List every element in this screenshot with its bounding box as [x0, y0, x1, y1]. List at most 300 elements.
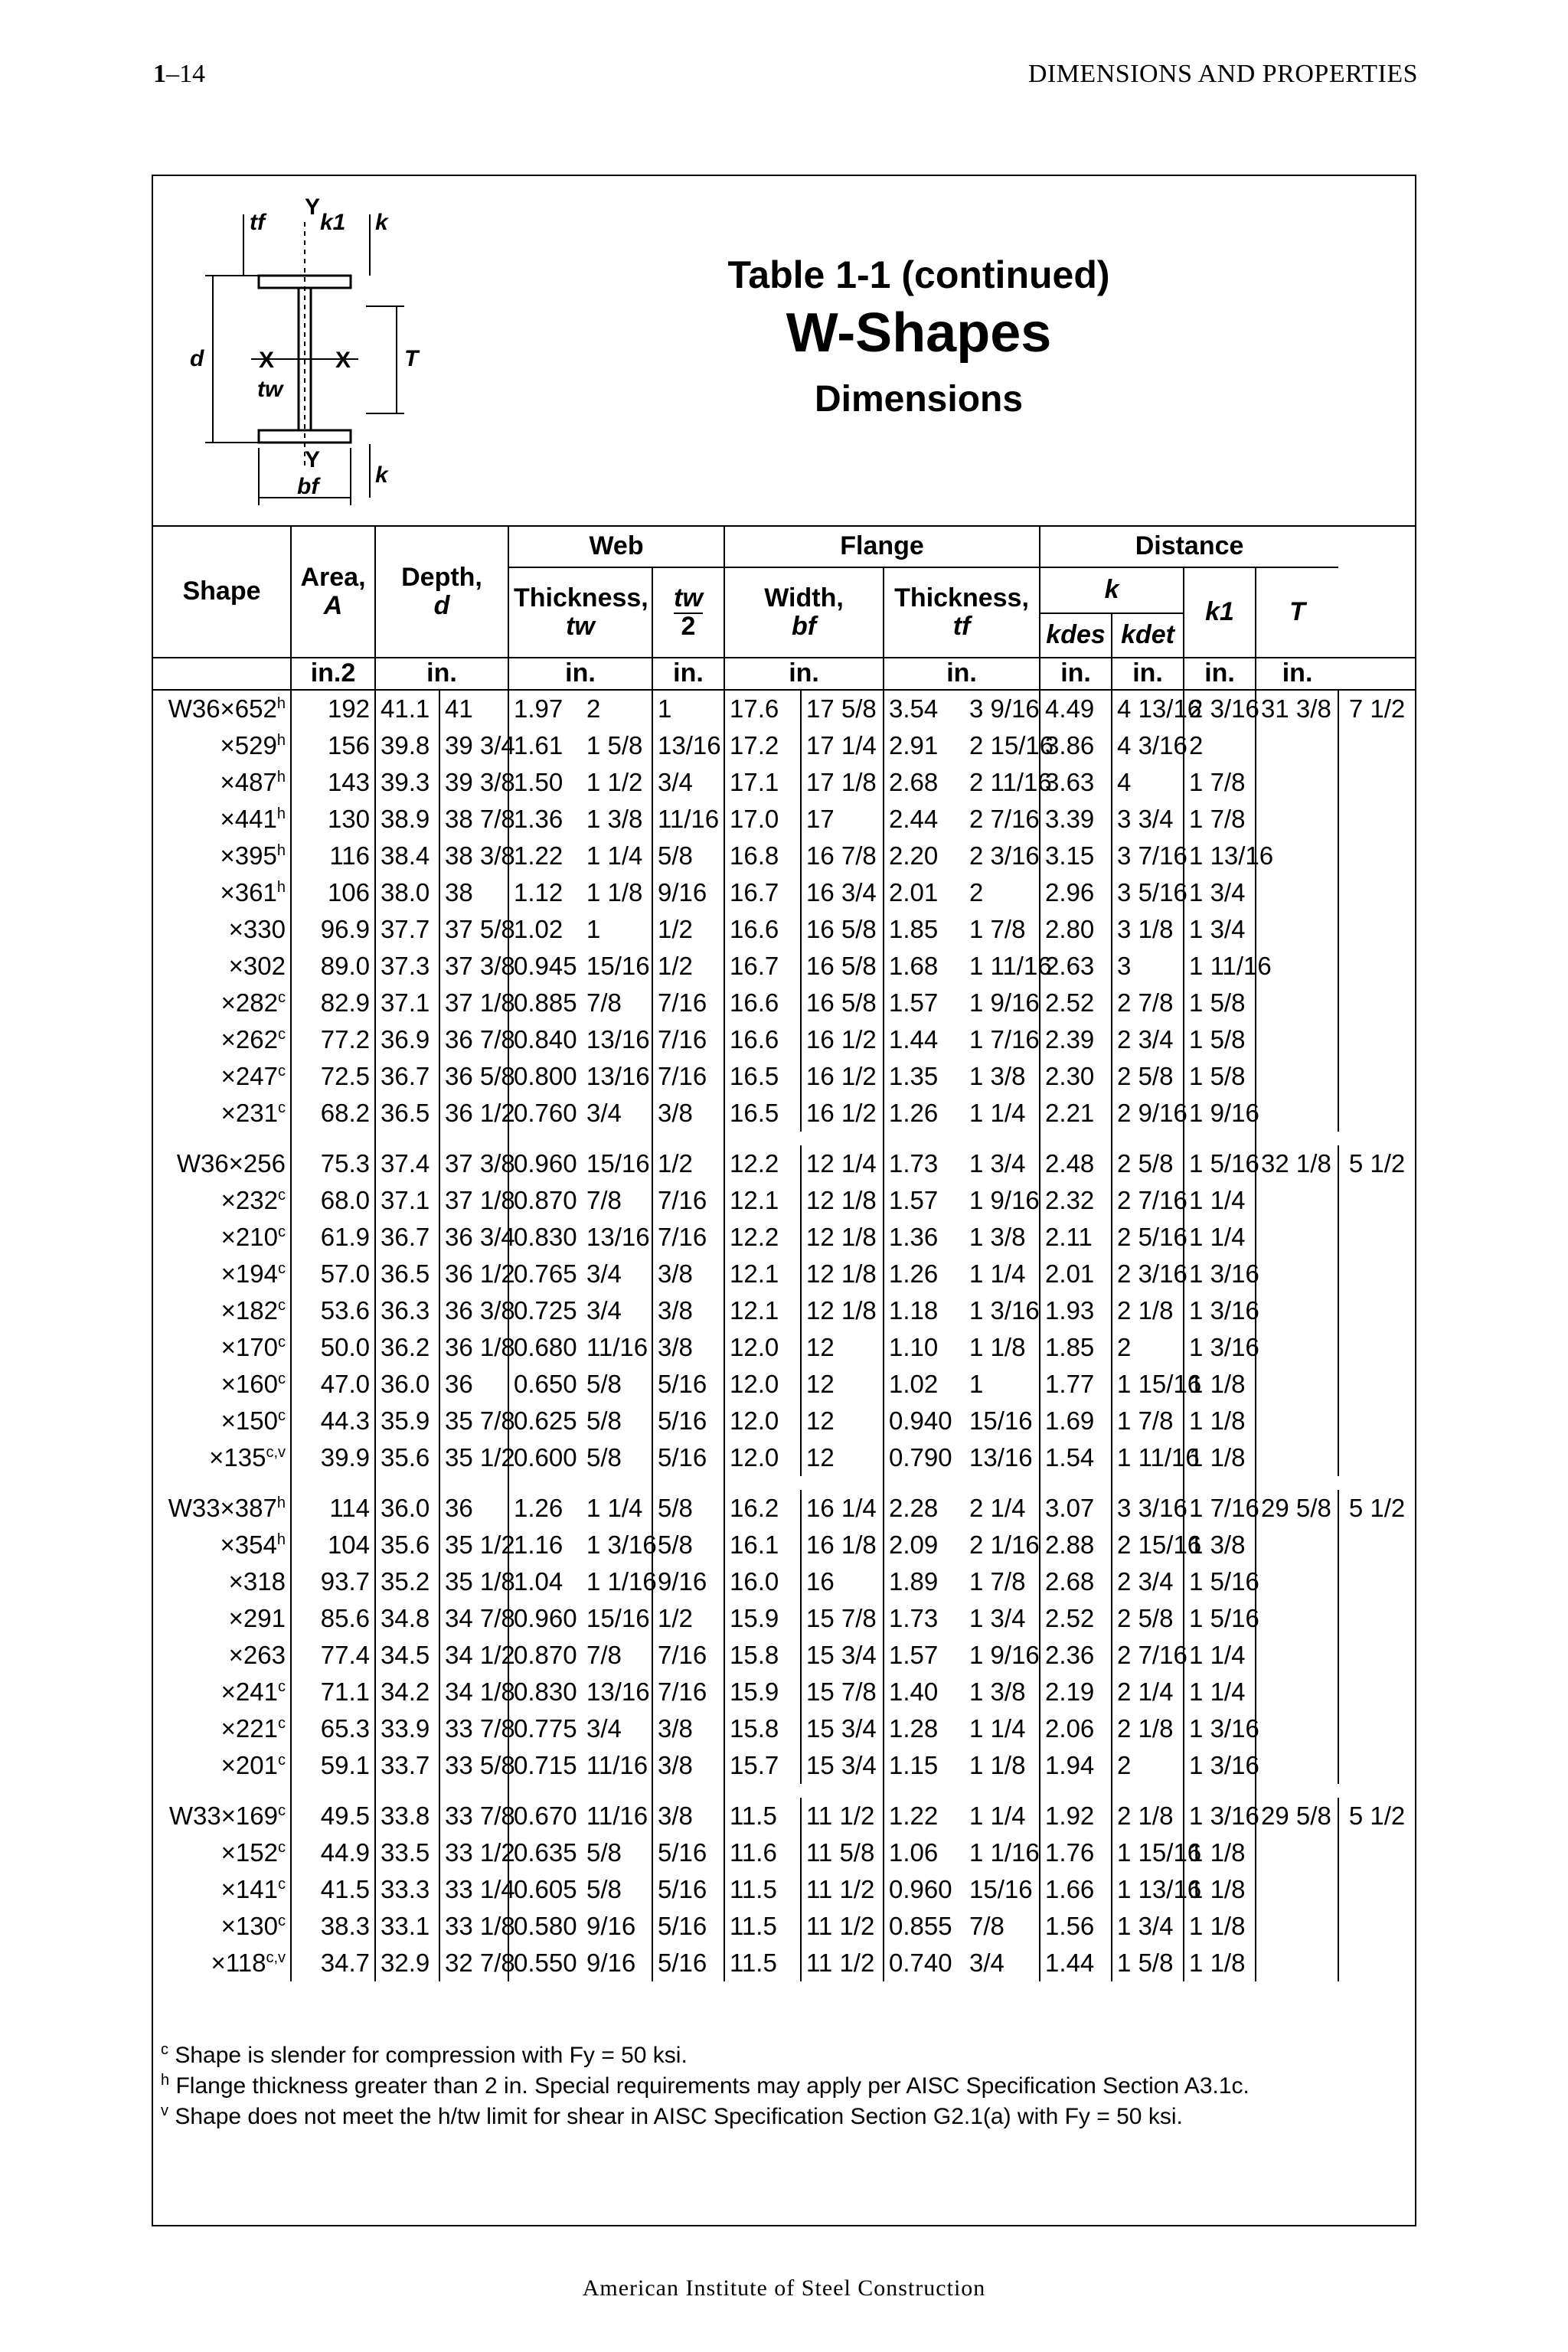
footnote-h: $^h$ Flange thickness greater than 2 in. Special requirements may apply per AISC Specification Section A3.1c. — [161, 2072, 1250, 2099]
web-thickness-decimal: 1.50 — [508, 764, 582, 801]
kdet-value: 4 13/16 — [1112, 690, 1184, 727]
flange-thickness-decimal: 0.960 — [884, 1871, 965, 1908]
k1-value: 1 1/4 — [1184, 1182, 1256, 1219]
kdet-value: 4 3/16 — [1112, 727, 1184, 764]
k1-value: 1 1/8 — [1184, 1908, 1256, 1945]
k1-value: 1 5/8 — [1184, 1058, 1256, 1095]
depth-fraction: 39 3/4 — [439, 727, 508, 764]
flange-thickness-decimal: 2.68 — [884, 764, 965, 801]
flange-width-decimal: 16.2 — [724, 1490, 801, 1527]
table-row — [153, 1834, 1415, 1871]
shape-designation: $\times 118^{c,v}$ — [211, 1949, 286, 1977]
shape-designation: $\times 282^c$ — [220, 988, 286, 1017]
flange-width-decimal: 12.2 — [724, 1219, 801, 1256]
col-k: k — [1040, 567, 1184, 613]
web-thickness-fraction: 1 3/8 — [586, 805, 643, 833]
k1-value: 1 1/8 — [1184, 1834, 1256, 1871]
depth-decimal: 37.3 — [375, 948, 439, 985]
flange-width-decimal: 16.7 — [724, 874, 801, 911]
depth-decimal: 36.0 — [375, 1490, 439, 1527]
kdes-value: 2.36 — [1040, 1637, 1112, 1674]
shape-designation: $\times 231^c$ — [220, 1099, 286, 1127]
flange-width-decimal: 11.5 — [724, 1945, 801, 1981]
depth-fraction: 33 7/8 — [439, 1798, 508, 1834]
web-thickness-decimal: 0.960 — [508, 1145, 582, 1182]
shape-designation: $\times 170^c$ — [220, 1333, 286, 1361]
flange-thickness-fraction: 1 1/4 — [969, 1714, 1026, 1743]
shape-designation: $\times 141^c$ — [220, 1875, 286, 1903]
table-subtitle: Dimensions — [814, 379, 1024, 420]
kdet-value: 2 7/8 — [1112, 985, 1184, 1021]
flange-width-decimal: 15.7 — [724, 1747, 801, 1784]
flange-width-decimal: 16.6 — [724, 911, 801, 948]
footnote-c: $^c$ Shape is slender for compression with Fy = 50 ksi. — [161, 2041, 688, 2068]
flange-width-fraction: 12 — [801, 1329, 884, 1366]
flange-thickness-fraction: 2 3/16 — [969, 841, 1040, 870]
flange-thickness-decimal: 1.18 — [884, 1292, 965, 1329]
web-thickness-decimal: 0.550 — [508, 1945, 582, 1981]
table-row — [153, 1439, 1415, 1476]
shape-designation: $\times 441^h$ — [220, 805, 286, 833]
kdes-value: 2.52 — [1040, 985, 1112, 1021]
kdet-value: 1 13/16 — [1112, 1871, 1184, 1908]
kdes-value: 2.80 — [1040, 911, 1112, 948]
table-row — [153, 1945, 1415, 1981]
flange-width-decimal: 12.0 — [724, 1329, 801, 1366]
k1-value: 1 3/16 — [1184, 1256, 1256, 1292]
flange-thickness-fraction: 1 1/8 — [969, 1751, 1026, 1779]
table-row — [153, 764, 1415, 801]
kdes-value: 2.52 — [1040, 1600, 1112, 1637]
depth-decimal: 37.1 — [375, 985, 439, 1021]
flange-width-fraction: 11 1/2 — [801, 1798, 884, 1834]
flange-thickness-decimal: 1.28 — [884, 1710, 965, 1747]
unit-T: in. — [1256, 658, 1338, 690]
web-thickness-fraction: 3/4 — [586, 1296, 622, 1325]
flange-width-fraction: 16 5/8 — [801, 948, 884, 985]
col-depth: Depth, d — [375, 526, 508, 658]
kdes-value: 2.68 — [1040, 1563, 1112, 1600]
flange-thickness-decimal: 2.91 — [884, 727, 965, 764]
depth-decimal: 36.0 — [375, 1366, 439, 1403]
kdet-value: 2 7/16 — [1112, 1637, 1184, 1674]
flange-thickness-fraction: 1 3/8 — [969, 1062, 1026, 1090]
flange-thickness-fraction: 15/16 — [969, 1875, 1033, 1903]
group-spacer — [153, 1476, 1415, 1490]
col-kdes: kdes — [1040, 613, 1112, 658]
web-thickness-decimal: 0.625 — [508, 1403, 582, 1439]
flange-width-decimal: 16.6 — [724, 985, 801, 1021]
half-web-thickness: 7/16 — [652, 1219, 724, 1256]
flange-width-decimal: 12.2 — [724, 1145, 801, 1182]
area-value: 116 — [291, 838, 375, 874]
depth-decimal: 33.3 — [375, 1871, 439, 1908]
web-thickness-decimal: 0.725 — [508, 1292, 582, 1329]
kdes-value: 1.93 — [1040, 1292, 1112, 1329]
depth-fraction: 36 1/2 — [439, 1095, 508, 1132]
web-thickness-fraction: 3/4 — [586, 1099, 622, 1127]
depth-decimal: 37.4 — [375, 1145, 439, 1182]
table-row — [153, 801, 1415, 838]
half-web-thickness: 5/16 — [652, 1908, 724, 1945]
kdes-value: 1.77 — [1040, 1366, 1112, 1403]
flange-thickness-fraction: 1 3/8 — [969, 1223, 1026, 1251]
web-thickness-fraction: 11/16 — [586, 1802, 648, 1830]
half-web-thickness: 7/16 — [652, 985, 724, 1021]
kdes-value: 2.39 — [1040, 1021, 1112, 1058]
kdet-value: 2 1/8 — [1112, 1292, 1184, 1329]
kdet-value: 2 3/4 — [1112, 1563, 1184, 1600]
shape-designation: $\times 160^c$ — [220, 1370, 286, 1398]
kdes-value: 2.19 — [1040, 1674, 1112, 1710]
half-web-thickness: 5/16 — [652, 1834, 724, 1871]
flange-width-fraction: 11 1/2 — [801, 1908, 884, 1945]
svg-text:bf: bf — [297, 474, 319, 499]
flange-thickness-fraction: 1 11/16 — [969, 952, 1052, 980]
flange-width-fraction: 16 7/8 — [801, 838, 884, 874]
depth-decimal: 39.3 — [375, 764, 439, 801]
kdet-value: 3 3/16 — [1112, 1490, 1184, 1527]
web-thickness-decimal: 0.760 — [508, 1095, 582, 1132]
title-block — [459, 253, 1378, 420]
flange-thickness-decimal: 2.20 — [884, 838, 965, 874]
k1-value: 1 1/4 — [1184, 1219, 1256, 1256]
dimensions-table — [153, 525, 1415, 1981]
flange-width-decimal: 12.0 — [724, 1403, 801, 1439]
k1-value: 1 5/8 — [1184, 985, 1256, 1021]
kdet-value: 3 1/8 — [1112, 911, 1184, 948]
k1-value: 1 7/8 — [1184, 801, 1256, 838]
table-row — [153, 1871, 1415, 1908]
group-spacer — [153, 1784, 1415, 1798]
web-thickness-fraction: 5/8 — [586, 1406, 622, 1435]
k1-value: 1 5/16 — [1184, 1145, 1256, 1182]
depth-fraction: 38 7/8 — [439, 801, 508, 838]
area-value: 49.5 — [291, 1798, 375, 1834]
kdet-value: 2 15/16 — [1112, 1527, 1184, 1563]
flange-width-fraction: 17 — [801, 801, 884, 838]
web-thickness-fraction: 13/16 — [586, 1062, 650, 1090]
shape-designation: $\times 130^c$ — [220, 1912, 286, 1940]
kdes-value: 1.56 — [1040, 1908, 1112, 1945]
flange-thickness-decimal: 1.15 — [884, 1747, 965, 1784]
half-web-thickness: 9/16 — [652, 874, 724, 911]
depth-fraction: 37 1/8 — [439, 985, 508, 1021]
flange-thickness-fraction: 13/16 — [969, 1443, 1033, 1472]
depth-decimal: 41.1 — [375, 690, 439, 727]
flange-thickness-fraction: 1 — [969, 1370, 984, 1398]
k1-value: 1 1/8 — [1184, 1439, 1256, 1476]
flange-width-fraction: 17 1/4 — [801, 727, 884, 764]
flange-thickness-decimal: 1.85 — [884, 911, 965, 948]
depth-decimal: 34.5 — [375, 1637, 439, 1674]
area-value: 104 — [291, 1527, 375, 1563]
table-row — [153, 1600, 1415, 1637]
half-web-thickness: 7/16 — [652, 1674, 724, 1710]
web-thickness-decimal: 0.800 — [508, 1058, 582, 1095]
flange-width-fraction: 15 3/4 — [801, 1710, 884, 1747]
kdet-value: 1 3/4 — [1112, 1908, 1184, 1945]
table-row — [153, 1256, 1415, 1292]
flange-thickness-fraction: 2 — [969, 878, 984, 906]
kdes-value: 1.85 — [1040, 1329, 1112, 1366]
k1-value: 1 7/8 — [1184, 764, 1256, 801]
half-web-thickness: 1 — [652, 690, 724, 727]
kdes-value: 2.88 — [1040, 1527, 1112, 1563]
flange-width-fraction: 16 3/4 — [801, 874, 884, 911]
web-thickness-fraction: 9/16 — [586, 1949, 636, 1977]
kdet-value: 2 5/8 — [1112, 1058, 1184, 1095]
half-web-thickness: 5/16 — [652, 1366, 724, 1403]
table-row — [153, 1058, 1415, 1095]
flange-thickness-decimal: 0.855 — [884, 1908, 965, 1945]
kdes-value: 2.63 — [1040, 948, 1112, 985]
shape-designation: $W36\times 652^h$ — [168, 694, 286, 723]
table-row — [153, 948, 1415, 985]
col-flange-thickness: Thickness, tf — [884, 567, 1040, 658]
web-thickness-decimal: 1.02 — [508, 911, 582, 948]
footnotes — [161, 2040, 1250, 2132]
svg-text:k1: k1 — [320, 210, 346, 235]
flange-thickness-decimal: 1.40 — [884, 1674, 965, 1710]
svg-text:T: T — [404, 346, 419, 371]
web-thickness-decimal: 0.870 — [508, 1182, 582, 1219]
area-value: 68.2 — [291, 1095, 375, 1132]
depth-decimal: 34.8 — [375, 1600, 439, 1637]
area-value: 96.9 — [291, 911, 375, 948]
area-value: 72.5 — [291, 1058, 375, 1095]
group-flange: Flange — [724, 526, 1040, 567]
web-thickness-fraction: 11/16 — [586, 1333, 648, 1361]
unit-depth: in. — [375, 658, 508, 690]
kdet-value: 3 5/16 — [1112, 874, 1184, 911]
web-thickness-decimal: 0.945 — [508, 948, 582, 985]
half-web-thickness: 11/16 — [652, 801, 724, 838]
depth-decimal: 34.2 — [375, 1674, 439, 1710]
web-thickness-fraction: 1 1/2 — [586, 768, 643, 796]
shape-designation: ×263 — [228, 1641, 286, 1669]
flange-thickness-fraction: 2 7/16 — [969, 805, 1040, 833]
web-thickness-decimal: 0.715 — [508, 1747, 582, 1784]
flange-width-fraction: 16 5/8 — [801, 985, 884, 1021]
w-shape-diagram — [167, 191, 427, 513]
flange-width-fraction: 15 3/4 — [801, 1637, 884, 1674]
web-thickness-decimal: 0.680 — [508, 1329, 582, 1366]
area-value: 38.3 — [291, 1908, 375, 1945]
web-thickness-fraction: 1 1/4 — [586, 841, 643, 870]
k1-value: 1 1/8 — [1184, 1871, 1256, 1908]
kdes-value: 1.54 — [1040, 1439, 1112, 1476]
k1-value: 2 3/16 — [1184, 690, 1256, 727]
flange-thickness-decimal: 1.26 — [884, 1095, 965, 1132]
web-thickness-decimal: 0.885 — [508, 985, 582, 1021]
web-thickness-fraction: 11/16 — [586, 1751, 648, 1779]
kdet-value: 2 1/4 — [1112, 1674, 1184, 1710]
web-thickness-fraction: 7/8 — [586, 988, 622, 1017]
web-thickness-decimal: 0.600 — [508, 1439, 582, 1476]
area-value: 68.0 — [291, 1182, 375, 1219]
table-row — [153, 1182, 1415, 1219]
area-value: 65.3 — [291, 1710, 375, 1747]
flange-thickness-fraction: 1 7/8 — [969, 1567, 1026, 1596]
half-web-thickness: 1/2 — [652, 1145, 724, 1182]
shape-designation: $\times 152^c$ — [220, 1838, 286, 1867]
flange-thickness-fraction: 2 1/4 — [969, 1494, 1026, 1522]
k1-value: 1 13/16 — [1184, 838, 1256, 874]
flange-thickness-fraction: 1 1/8 — [969, 1333, 1026, 1361]
shape-designation: $\times 395^h$ — [220, 841, 286, 870]
flange-width-decimal: 11.6 — [724, 1834, 801, 1871]
depth-fraction: 35 7/8 — [439, 1403, 508, 1439]
table-row — [153, 838, 1415, 874]
svg-text:X: X — [259, 348, 275, 373]
flange-width-fraction: 12 1/8 — [801, 1219, 884, 1256]
flange-thickness-fraction: 1 3/4 — [969, 1149, 1026, 1178]
unit-kdes: in. — [1040, 658, 1112, 690]
k1-value: 1 11/16 — [1184, 948, 1256, 985]
k1-value: 1 5/16 — [1184, 1600, 1256, 1637]
web-thickness-decimal: 0.765 — [508, 1256, 582, 1292]
kdes-value: 2.11 — [1040, 1219, 1112, 1256]
k1-value: 1 3/4 — [1184, 911, 1256, 948]
flange-thickness-decimal: 1.89 — [884, 1563, 965, 1600]
k1-value: 1 1/8 — [1184, 1366, 1256, 1403]
depth-fraction: 36 3/4 — [439, 1219, 508, 1256]
flange-width-fraction: 16 1/4 — [801, 1490, 884, 1527]
depth-decimal: 35.6 — [375, 1439, 439, 1476]
kdet-value: 2 7/16 — [1112, 1182, 1184, 1219]
col-k1: k1 — [1184, 567, 1256, 658]
page-number: 1–14 — [153, 60, 205, 88]
flange-width-decimal: 16.6 — [724, 1021, 801, 1058]
shape-designation: $\times 150^c$ — [220, 1406, 286, 1435]
flange-thickness-decimal: 0.790 — [884, 1439, 965, 1476]
flange-width-decimal: 15.8 — [724, 1710, 801, 1747]
web-thickness-decimal: 1.26 — [508, 1490, 582, 1527]
half-web-thickness: 5/8 — [652, 838, 724, 874]
flange-thickness-decimal: 1.44 — [884, 1021, 965, 1058]
half-web-thickness: 1/2 — [652, 911, 724, 948]
k1-value: 1 1/4 — [1184, 1674, 1256, 1710]
flange-width-fraction: 17 1/8 — [801, 764, 884, 801]
kdet-value: 1 7/8 — [1112, 1403, 1184, 1439]
flange-thickness-decimal: 1.57 — [884, 1182, 965, 1219]
flange-width-decimal: 17.6 — [724, 690, 801, 727]
flange-thickness-decimal: 1.02 — [884, 1366, 965, 1403]
gage-value: 7 1/2 — [1338, 690, 1415, 1132]
depth-fraction: 36 5/8 — [439, 1058, 508, 1095]
k1-value: 1 5/8 — [1184, 1021, 1256, 1058]
table-row — [153, 1908, 1415, 1945]
kdet-value: 2 3/16 — [1112, 1256, 1184, 1292]
shape-designation: $\times 262^c$ — [220, 1025, 286, 1054]
depth-fraction: 37 1/8 — [439, 1182, 508, 1219]
half-web-thickness: 1/2 — [652, 948, 724, 985]
flange-width-fraction: 12 — [801, 1439, 884, 1476]
flange-thickness-decimal: 1.22 — [884, 1798, 965, 1834]
depth-fraction: 38 — [439, 874, 508, 911]
shape-designation: $W33\times 387^h$ — [168, 1494, 286, 1522]
flange-width-fraction: 15 7/8 — [801, 1600, 884, 1637]
web-thickness-decimal: 1.36 — [508, 801, 582, 838]
web-thickness-decimal: 0.650 — [508, 1366, 582, 1403]
flange-width-fraction: 15 3/4 — [801, 1747, 884, 1784]
depth-decimal: 33.8 — [375, 1798, 439, 1834]
table-row — [153, 1403, 1415, 1439]
shape-designation: ×318 — [228, 1567, 286, 1596]
web-thickness-decimal: 1.12 — [508, 874, 582, 911]
depth-decimal: 35.9 — [375, 1403, 439, 1439]
flange-thickness-decimal: 0.940 — [884, 1403, 965, 1439]
web-thickness-fraction: 1 3/16 — [586, 1530, 657, 1559]
half-web-thickness: 5/16 — [652, 1439, 724, 1476]
flange-thickness-fraction: 1 1/4 — [969, 1099, 1026, 1127]
shape-designation: $\times 201^c$ — [220, 1751, 286, 1779]
depth-fraction: 39 3/8 — [439, 764, 508, 801]
k1-value: 1 3/16 — [1184, 1710, 1256, 1747]
table-row — [153, 1366, 1415, 1403]
flange-thickness-fraction: 1 7/16 — [969, 1025, 1040, 1054]
web-thickness-decimal: 0.840 — [508, 1021, 582, 1058]
kdet-value: 2 9/16 — [1112, 1095, 1184, 1132]
shape-designation: $\times 210^c$ — [220, 1223, 286, 1251]
flange-thickness-decimal: 1.36 — [884, 1219, 965, 1256]
area-value: 50.0 — [291, 1329, 375, 1366]
flange-width-fraction: 11 1/2 — [801, 1871, 884, 1908]
web-thickness-decimal: 1.22 — [508, 838, 582, 874]
web-thickness-decimal: 0.670 — [508, 1798, 582, 1834]
area-value: 89.0 — [291, 948, 375, 985]
T-value: 31 3/8 — [1256, 690, 1338, 1132]
flange-thickness-decimal: 1.10 — [884, 1329, 965, 1366]
depth-fraction: 36 — [439, 1366, 508, 1403]
flange-width-fraction: 12 1/4 — [801, 1145, 884, 1182]
half-web-thickness: 3/8 — [652, 1329, 724, 1366]
flange-thickness-fraction: 1 7/8 — [969, 915, 1026, 943]
kdes-value: 1.94 — [1040, 1747, 1112, 1784]
svg-text:Y: Y — [305, 447, 321, 472]
flange-thickness-fraction: 1 1/4 — [969, 1802, 1026, 1830]
flange-width-decimal: 16.5 — [724, 1058, 801, 1095]
table-row — [153, 690, 1415, 727]
web-thickness-fraction: 7/8 — [586, 1641, 622, 1669]
svg-text:k: k — [375, 210, 388, 235]
depth-fraction: 33 7/8 — [439, 1710, 508, 1747]
web-thickness-fraction: 13/16 — [586, 1025, 650, 1054]
area-value: 192 — [291, 690, 375, 727]
area-value: 47.0 — [291, 1366, 375, 1403]
group-web: Web — [508, 526, 724, 567]
flange-width-decimal: 15.9 — [724, 1674, 801, 1710]
flange-width-fraction: 17 5/8 — [801, 690, 884, 727]
flange-thickness-fraction: 1 1/4 — [969, 1259, 1026, 1288]
kdet-value: 2 5/16 — [1112, 1219, 1184, 1256]
area-value: 41.5 — [291, 1871, 375, 1908]
flange-width-decimal: 16.8 — [724, 838, 801, 874]
web-thickness-fraction: 13/16 — [586, 1223, 650, 1251]
table-row — [153, 1490, 1415, 1527]
k1-value: 1 3/8 — [1184, 1527, 1256, 1563]
flange-thickness-decimal: 1.26 — [884, 1256, 965, 1292]
flange-width-decimal: 12.0 — [724, 1366, 801, 1403]
flange-width-fraction: 11 1/2 — [801, 1945, 884, 1981]
half-web-thickness: 5/16 — [652, 1871, 724, 1908]
flange-width-decimal: 17.2 — [724, 727, 801, 764]
group-distance: Distance — [1040, 526, 1338, 567]
depth-fraction: 35 1/2 — [439, 1439, 508, 1476]
table-row — [153, 1674, 1415, 1710]
flange-width-decimal: 11.5 — [724, 1908, 801, 1945]
